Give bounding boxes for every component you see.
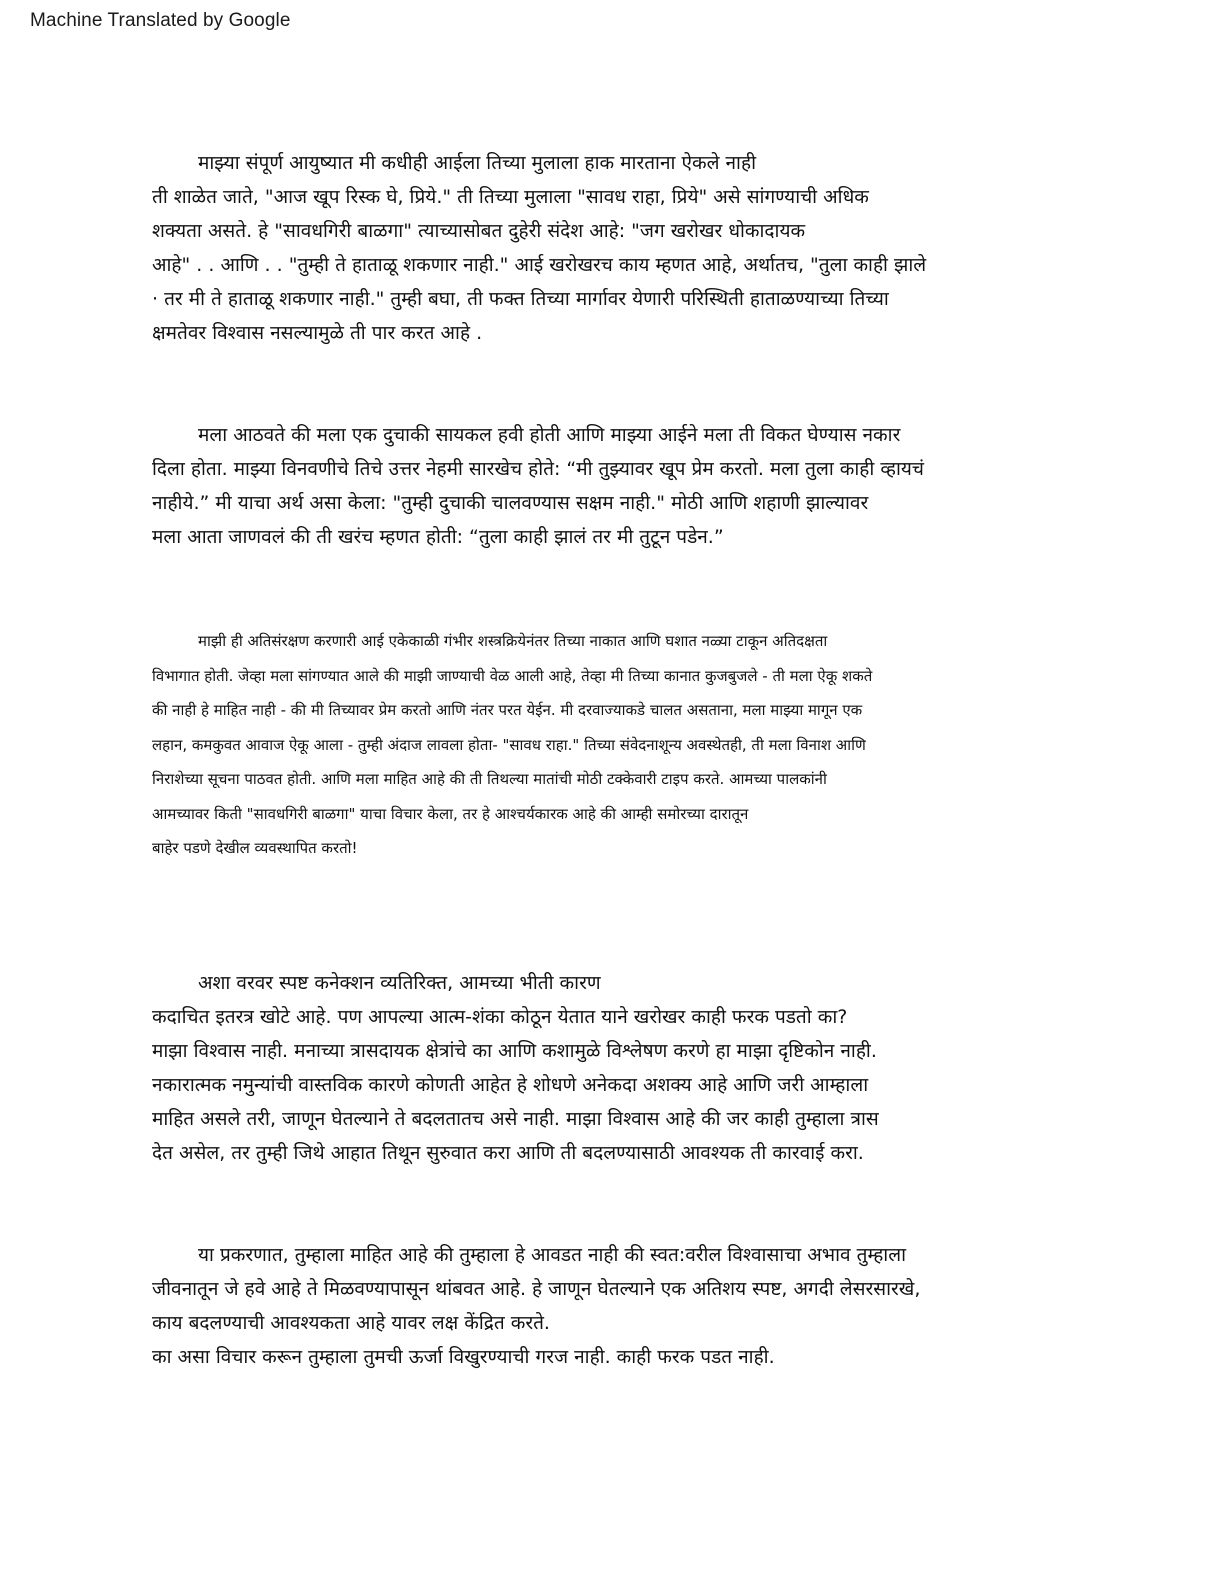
paragraph-line: का असा विचार करून तुम्हाला तुमची ऊर्जा विखुरण्याची गरज नाही. काही फरक पडत नाही.	[152, 1346, 775, 1368]
paragraph-line: आहे" . . आणि . . "तुम्ही ते हाताळू शकणार नाही." आई खरोखरच काय म्हणत आहे, अर्थातच, "तुला काही झाले	[152, 254, 927, 276]
paragraph-line: लहान, कमकुवत आवाज ऐकू आला - तुम्ही अंदाज लावला होता- "सावध राहा." तिच्या संवेदनाशून्य अवस्थेतही, ती मला विनाश आणि	[152, 735, 866, 754]
paragraph-line: आमच्यावर किती "सावधगिरी बाळगा" याचा विचार केला, तर हे आश्चर्यकारक आहे की आम्ही समोरच्या दारातून	[152, 804, 749, 823]
paragraph-line: नाहीये.” मी याचा अर्थ असा केला: "तुम्ही दुचाकी चालवण्यास सक्षम नाही." मोठी आणि शहाणी झाल्यावर	[152, 492, 869, 514]
paragraph-line: शक्यता असते. हे "सावधगिरी बाळगा" त्याच्यासोबत दुहेरी संदेश आहे: "जग खरोखर धोकादायक	[152, 220, 806, 242]
paragraph-line: काय बदलण्याची आवश्यकता आहे यावर लक्ष केंद्रित करते.	[152, 1312, 550, 1334]
machine-translation-note: Machine Translated by Google	[30, 10, 291, 31]
paragraph-line: नकारात्मक नमुन्यांची वास्तविक कारणे कोणती आहेत हे शोधणे अनेकदा अशक्य आहे आणि जरी आम्हाला	[152, 1074, 869, 1096]
paragraph-line: कदाचित इतरत्र खोटे आहे. पण आपल्या आत्म-शंका कोठून येतात याने खरोखर काही फरक पडतो का?	[152, 1006, 848, 1028]
paragraph-line: · तर मी ते हाताळू शकणार नाही." तुम्ही बघा, ती फक्त तिच्या मार्गावर येणारी परिस्थिती हाताळण्याच्या तिच्या	[152, 288, 889, 310]
paragraph-line: माझी ही अतिसंरक्षण करणारी आई एकेकाळी गंभीर शस्त्रक्रियेनंतर तिच्या नाकात आणि घशात नळ्या टाकून अतिदक्षता	[198, 632, 828, 650]
paragraph-line: निराशेच्या सूचना पाठवत होती. आणि मला माहित आहे की ती तिथल्या मातांची मोठी टक्केवारी टाइप करते. आमच्या पालकांनी	[152, 770, 827, 788]
paragraph-chapter-focus	[152, 1238, 1052, 1374]
paragraph-line: विभागात होती. जेव्हा मला सांगण्यात आले की माझी जाण्याची वेळ आली आहे, तेव्हा मी तिच्या कानात कुजबुजले - ती मला ऐकू शकते	[152, 666, 873, 685]
paragraph-line: या प्रकरणात, तुम्हाला माहित आहे की तुम्हाला हे आवडत नाही की स्वत:वरील विश्वासाचा अभाव तुम्हाला	[198, 1244, 907, 1266]
paragraph-line: बाहेर पडणे देखील व्यवस्थापित करतो!	[152, 839, 358, 857]
paragraph-self-doubt	[152, 966, 1052, 1170]
paragraph-line: मला आठवते की मला एक दुचाकी सायकल हवी होती आणि माझ्या आईने मला ती विकत घेण्यास नकार	[198, 424, 901, 446]
paragraph-line: माहित असले तरी, जाणून घेतल्याने ते बदलतातच असे नाही. माझा विश्वास आहे की जर काही तुम्हाला त्रास	[152, 1108, 879, 1130]
paragraph-line: देत असेल, तर तुम्ही जिथे आहात तिथून सुरुवात करा आणि ती बदलण्यासाठी आवश्यक ती कारवाई करा.	[152, 1142, 864, 1164]
paragraph-line: माझा विश्वास नाही. मनाच्या त्रासदायक क्षेत्रांचे का आणि कशामुळे विश्लेषण करणे हा माझा दृष्टिकोन नाही.	[152, 1040, 877, 1062]
paragraph-intensive-care	[152, 624, 1052, 866]
paragraph-line: अशा वरवर स्पष्ट कनेक्शन व्यतिरिक्त, आमच्या भीती कारण	[198, 972, 601, 994]
paragraph-careful-dear	[152, 146, 1052, 350]
paragraph-line: जीवनातून जे हवे आहे ते मिळवण्यापासून थांबवत आहे. हे जाणून घेतल्याने एक अतिशय स्पष्ट, अगदी लेसरसारखे,	[152, 1278, 921, 1300]
paragraph-line: की नाही हे माहित नाही - की मी तिच्यावर प्रेम करतो आणि नंतर परत येईन. मी दरवाज्याकडे चालत असताना, मला माझ्या मागून एक	[152, 701, 863, 719]
paragraph-bicycle	[152, 418, 1052, 554]
paragraph-line: मला आता जाणवलं की ती खरंच म्हणत होती: “तुला काही झालं तर मी तुटून पडेन.”	[152, 526, 724, 548]
paragraph-line: क्षमतेवर विश्वास नसल्यामुळे ती पार करत आहे .	[152, 322, 483, 344]
paragraph-line: माझ्या संपूर्ण आयुष्यात मी कधीही आईला तिच्या मुलाला हाक मारताना ऐकले नाही	[198, 152, 756, 174]
paragraph-line: दिला होता. माझ्या विनवणीचे तिचे उत्तर नेहमी सारखेच होते: “मी तुझ्यावर खूप प्रेम करतो. मला तुला काही व्हायचं	[152, 458, 924, 480]
paragraph-line: ती शाळेत जाते, "आज खूप रिस्क घे, प्रिये." ती तिच्या मुलाला "सावध राहा, प्रिये" असे सांगण्याची अधिक	[152, 186, 869, 208]
